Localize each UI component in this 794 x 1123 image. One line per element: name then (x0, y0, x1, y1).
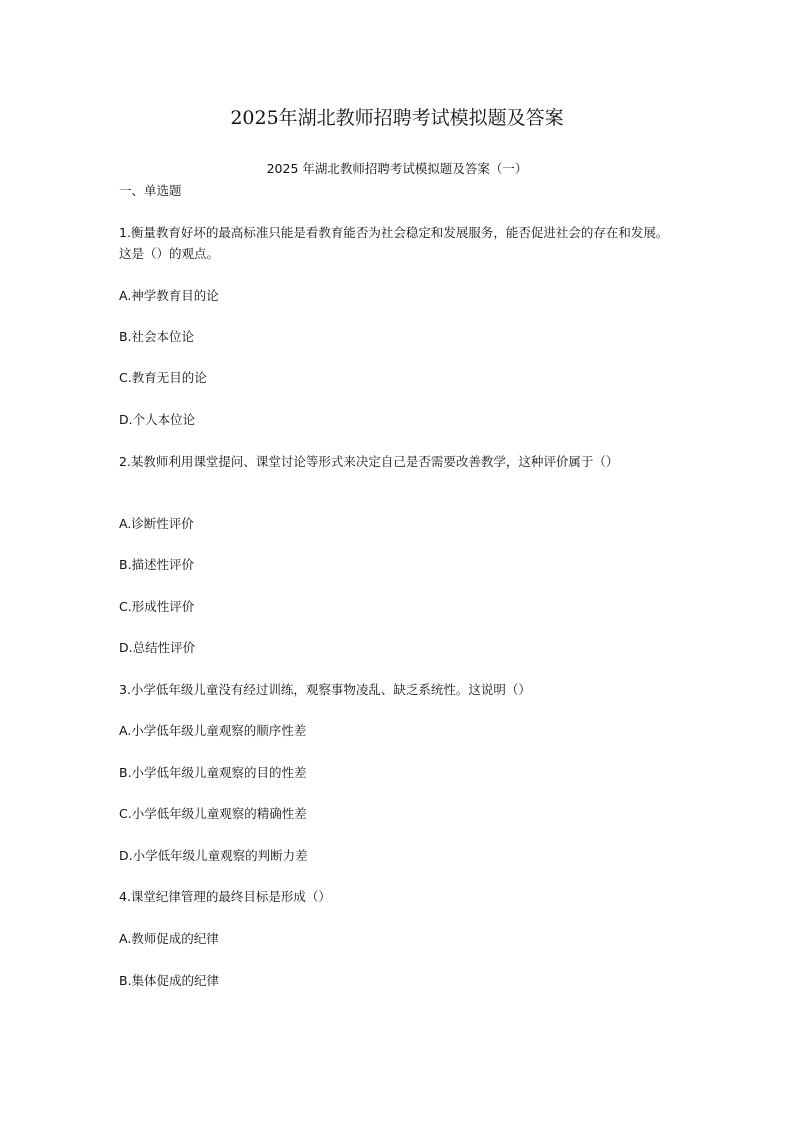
answer-option: C.教育无目的论 (119, 370, 207, 385)
answer-option: D.总结性评价 (119, 640, 196, 655)
question-stem: 4.课堂纪律管理的最终目标是形成（） (119, 889, 331, 904)
answer-option: B.描述性评价 (119, 557, 195, 572)
answer-option: C.形成性评价 (119, 599, 195, 614)
answer-option: A.小学低年级儿童观察的顺序性差 (119, 723, 307, 738)
answer-option: C.小学低年级儿童观察的精确性差 (119, 806, 307, 821)
answer-option: D.小学低年级儿童观察的判断力差 (119, 848, 308, 863)
question-stem: 1.衡量教育好坏的最高标准只能是看教育能否为社会稳定和发展服务，能否促进社会的存在和发展。这是（）的观点。 (119, 225, 669, 261)
question-stem: 2.某教师利用课堂提问、课堂讨论等形式来决定自己是否需要改善教学，这种评价属于（） (119, 454, 619, 469)
answer-option: B.小学低年级儿童观察的目的性差 (119, 765, 307, 780)
answer-option: A.教师促成的纪律 (119, 931, 219, 946)
answer-option: A.神学教育目的论 (119, 288, 219, 303)
answer-option: D.个人本位论 (119, 412, 196, 427)
answer-option: A.诊断性评价 (119, 516, 194, 531)
section-heading: 一、单选题 (119, 183, 182, 198)
document-subtitle: 2025 年湖北教师招聘考试模拟题及答案（一） (266, 161, 528, 176)
answer-option: B.社会本位论 (119, 329, 195, 344)
answer-option: B.集体促成的纪律 (119, 973, 220, 988)
document-title: 2025年湖北教师招聘考试模拟题及答案 (230, 107, 564, 129)
question-stem: 3.小学低年级儿童没有经过训练，观察事物凌乱、缺乏系统性。这说明（） (119, 682, 531, 697)
